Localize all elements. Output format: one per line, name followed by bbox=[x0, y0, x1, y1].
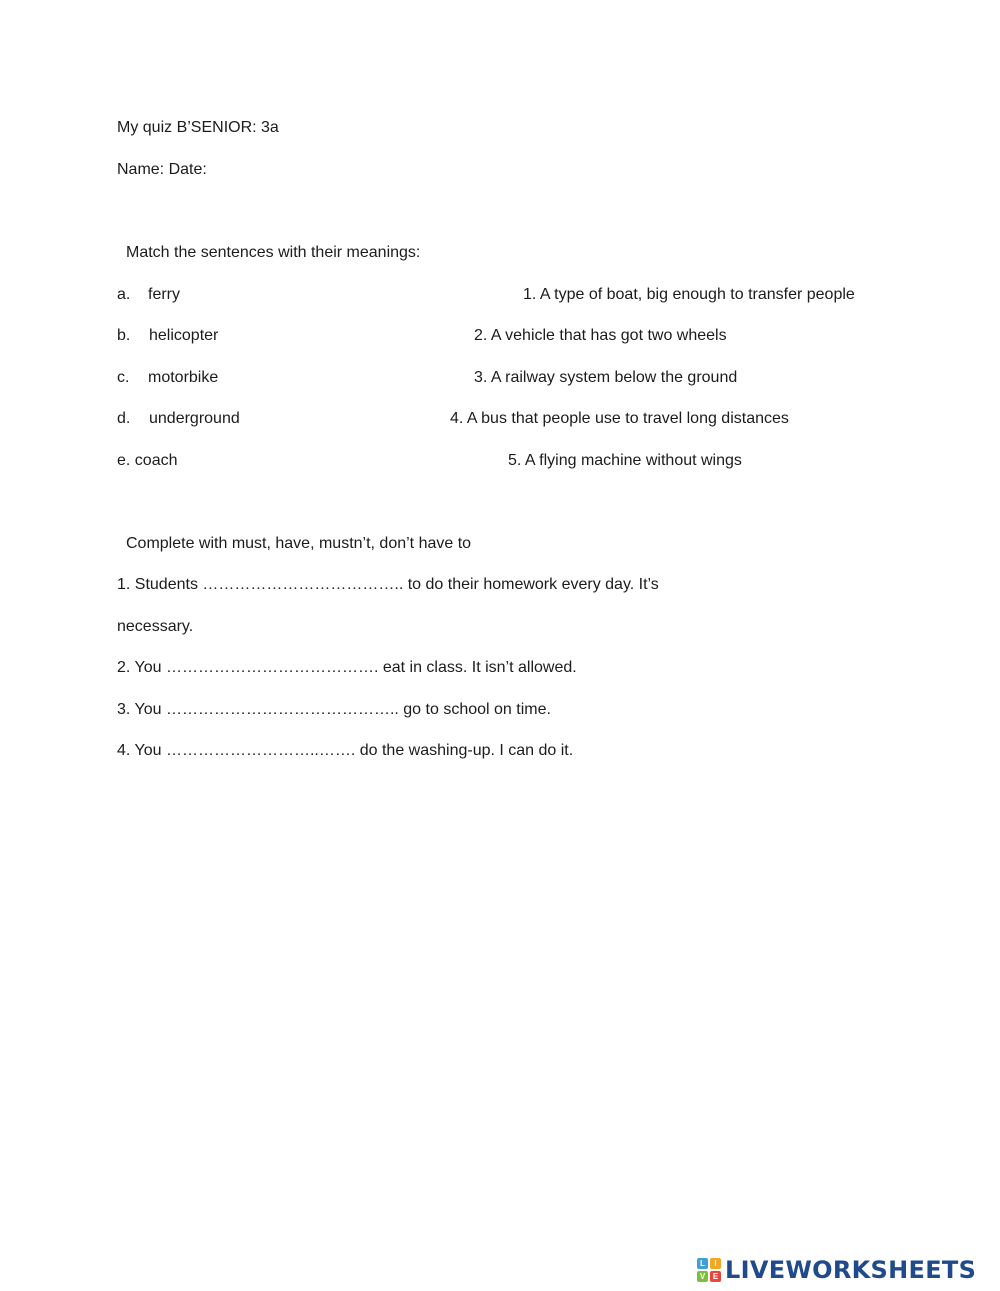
sentence-1: 1. Students ……………………………….. to do their homework every day. It’s bbox=[117, 576, 659, 593]
name-date-line: Name: Date: bbox=[117, 161, 207, 178]
meaning-1: 1. A type of boat, big enough to transfer people bbox=[523, 286, 855, 303]
quiz-title: My quiz B’SENIOR: 3a bbox=[117, 119, 279, 136]
meaning-2: 2. A vehicle that has got two wheels bbox=[474, 327, 727, 344]
logo-block-v: V bbox=[697, 1271, 708, 1282]
word-ferry: ferry bbox=[148, 286, 180, 303]
word-letter-a: a. bbox=[117, 286, 131, 303]
logo-block-l: L bbox=[697, 1258, 708, 1269]
word-underground: underground bbox=[149, 410, 240, 427]
word-motorbike: motorbike bbox=[148, 369, 219, 386]
meaning-3: 3. A railway system below the ground bbox=[474, 369, 738, 386]
complete-instruction: Complete with must, have, mustn’t, don’t have to bbox=[126, 535, 472, 552]
word-letter-c: c. bbox=[117, 369, 130, 386]
matching-instruction: Match the sentences with their meanings: bbox=[126, 244, 421, 261]
sentence-2: 2. You …………………………………. eat in class. It isn’t allowed. bbox=[117, 659, 577, 676]
word-letter-b: b. bbox=[117, 327, 131, 344]
word-helicopter: helicopter bbox=[149, 327, 219, 344]
meaning-5: 5. A flying machine without wings bbox=[508, 452, 742, 469]
logo-block-i: I bbox=[710, 1258, 721, 1269]
sentence-3: 3. You …………………………………….. go to school on time. bbox=[117, 701, 551, 718]
logo-text: LIVEWORKSHEETS bbox=[725, 1256, 977, 1284]
logo-block-e: E bbox=[710, 1271, 721, 1282]
liveworksheets-logo bbox=[697, 1256, 976, 1284]
logo-blocks-icon bbox=[697, 1258, 721, 1282]
word-coach: e. coach bbox=[117, 452, 178, 469]
sentence-4: 4. You ………………………..……. do the washing-up. I can do it. bbox=[117, 742, 574, 759]
sentence-1-continued: necessary. bbox=[117, 618, 194, 635]
meaning-4: 4. A bus that people use to travel long distances bbox=[450, 410, 789, 427]
word-letter-d: d. bbox=[117, 410, 131, 427]
